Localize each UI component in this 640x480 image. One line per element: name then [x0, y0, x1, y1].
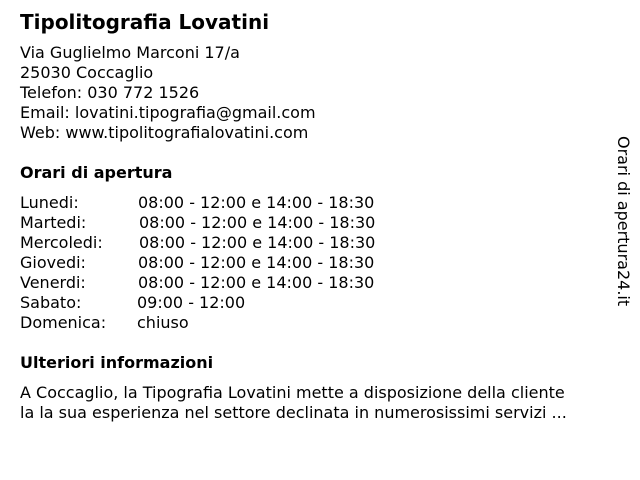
further-info-heading: Ulteriori informazioni	[20, 353, 214, 372]
time-value: 08:00 - 12:00 e 14:00 - 18:30	[138, 193, 375, 212]
day-label: Mercoledi:	[20, 233, 103, 252]
day-label: Domenica:	[20, 313, 107, 332]
phone-line: Telefon: 030 772 1526	[20, 83, 200, 102]
time-value: 09:00 - 12:00	[137, 293, 246, 312]
website-line: Web: www.tipolitografialovatini.com	[20, 123, 309, 142]
day-label: Venerdi:	[20, 273, 86, 292]
email-line: Email: lovatini.tipografia@gmail.com	[20, 103, 316, 122]
side-brand-watermark	[613, 136, 633, 308]
time-value: 08:00 - 12:00 e 14:00 - 18:30	[138, 253, 375, 272]
address-city: 25030 Coccaglio	[20, 63, 154, 82]
further-info-text	[20, 383, 620, 423]
contact-block	[20, 43, 316, 143]
time-value: 08:00 - 12:00 e 14:00 - 18:30	[139, 213, 376, 232]
time-value: chiuso	[137, 313, 189, 332]
day-label: Lunedi:	[20, 193, 79, 212]
day-label: Sabato:	[20, 293, 82, 312]
business-name: Tipolitografia Lovatini	[20, 10, 270, 34]
address-street: Via Guglielmo Marconi 17/a	[20, 43, 240, 62]
time-value: 08:00 - 12:00 e 14:00 - 18:30	[138, 273, 375, 292]
time-value: 08:00 - 12:00 e 14:00 - 18:30	[139, 233, 376, 252]
side-brand-text: Orari di apertura24.it	[614, 136, 633, 307]
day-label: Martedi:	[20, 213, 87, 232]
info-line: la la sua esperienza nel settore declinata in numerosissimi servizi ...	[20, 403, 567, 422]
info-line: A Coccaglio, la Tipografia Lovatini mette a disposizione della cliente	[20, 383, 565, 402]
day-label: Giovedi:	[20, 253, 86, 272]
opening-hours-heading: Orari di apertura	[20, 163, 173, 182]
